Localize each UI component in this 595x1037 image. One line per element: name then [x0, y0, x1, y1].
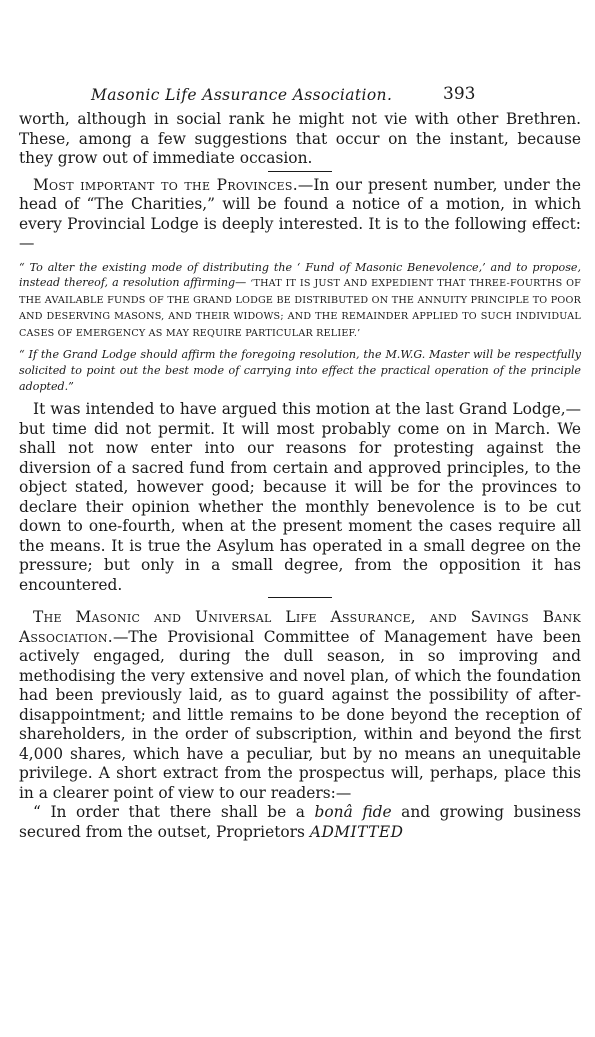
section-divider	[268, 171, 332, 172]
paragraph-continuation: worth, although in social rank he might not vie with other Brethren. These, among a few suggestions that occur on the instant, because they grow out of immediate occasion.	[19, 110, 581, 167]
section-heading-association: The Masonic and Universal Life Assurance, and Savings Bank Association.	[19, 608, 581, 646]
section-heading-provinces: Most important to the Provinces.	[33, 175, 298, 194]
motion-quote-intro: “ To alter the existing mode of distributing the ‘ Fund of Masonic Benevolence,’ and to propose, instead thereof, a resolution affirming—	[19, 260, 581, 290]
body-text	[19, 110, 581, 842]
prospectus-mid: and growing business secured from the outset, Proprietors	[19, 803, 581, 841]
motion-quote-followup: “ If the Grand Lodge should affirm the foregoing resolution, the M.W.G. Master will be respectfully solicited to point out the best mode of carrying into effect the practical operation of the principle adopted.”	[19, 348, 581, 393]
paragraph-provinces-text: —In our present number, under the head of “The Charities,” will be found a notice of a motion, in which every Provincial Lodge is deeply interested. It is to the following effect:—	[19, 175, 581, 252]
paragraph-association-text: —The Provisional Committee of Management have been actively engaged, during the dull season, in so improving and methodising the very extensive and novel plan, of which the foundation had been previously laid, as to guard against the possibility of after-disappointment; and little remains to be done beyond the reception of shareholders, in the order of subscription, within and beyond the first 4,000 shares, which have a peculiar, but by no means an unequitable privilege. A short extract from the prospectus will, perhaps, place this in a clearer point of view to our readers:—	[19, 627, 581, 802]
prospectus-italic: bonâ fide	[314, 803, 392, 822]
section-divider-2	[268, 597, 332, 598]
motion-quote-resolution: ‘THAT IT IS JUST AND EXPEDIENT THAT THREE-FOURTHS OF THE AVAILABLE FUNDS OF THE GRAND LODGE BE DISTRIBUTED ON THE ANNUITY PRINCIPLE TO POOR AND DESERVING MASONS, AND THEIR WIDOWS; AND THE REMAINDER APPLIED TO SUCH INDIVIDUAL CASES OF EMERGENCY AS MAY REQUIRE PARTICULAR RELIEF.’	[19, 278, 581, 339]
motion-quote	[19, 260, 581, 342]
prospectus-caps: ADMITTED	[309, 822, 404, 841]
paragraph-association	[19, 608, 581, 803]
running-title: Masonic Life Assurance Association.	[91, 86, 393, 104]
paragraph-prospectus	[19, 803, 581, 842]
prospectus-lead: “ In order that there shall be a	[33, 803, 305, 822]
paragraph-argument: It was intended to have argued this motion at the last Grand Lodge,—but time did not permit. It will most probably come on in March. We shall not now enter into our reasons for protesting against the diversion of a sacred fund from certain and approved principles, to the object stated, however good; because it will be for the provinces to declare their opinion whether the monthly benevolence is to be cut down to one-fourth, when at the present moment the cases require all the means. It is true the Asylum has operated in a small degree on the pressure; but only in a small degree, from the opposition it has encountered.	[19, 400, 581, 594]
paragraph-provinces	[19, 176, 581, 254]
running-head	[19, 80, 581, 110]
page-number: 393	[443, 84, 476, 104]
